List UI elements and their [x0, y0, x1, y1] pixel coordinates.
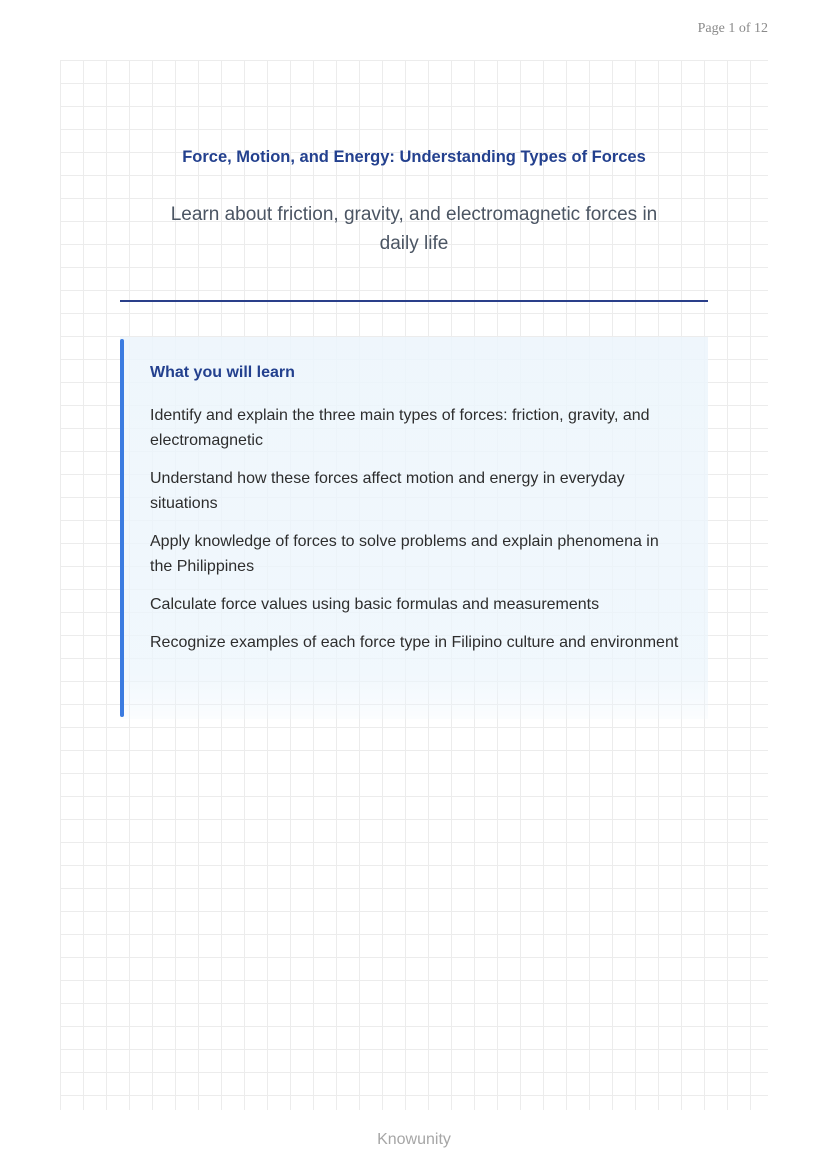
title-divider: [120, 300, 708, 302]
learning-objectives-list: [150, 403, 680, 668]
learning-objectives-box: [120, 337, 708, 719]
list-item: Identify and explain the three main types of forces: friction, gravity, and electromagnetic: [150, 407, 650, 449]
list-item: Apply knowledge of forces to solve problems and explain phenomena in the Philippines: [150, 533, 659, 575]
document-title: Force, Motion, and Energy: Understanding Types of Forces: [182, 148, 646, 166]
learning-objectives-heading: What you will learn: [150, 364, 295, 381]
page-indicator: Page 1 of 12: [697, 21, 768, 36]
accent-bar: [120, 339, 124, 717]
list-item: Understand how these forces affect motion and energy in everyday situations: [150, 470, 625, 512]
document-subtitle: Learn about friction, gravity, and electromagnetic forces in daily life: [170, 204, 658, 254]
list-item: Recognize examples of each force type in Filipino culture and environment: [150, 634, 679, 651]
list-item: Calculate force values using basic formulas and measurements: [150, 596, 600, 613]
footer-brand: Knowunity: [377, 1131, 451, 1148]
